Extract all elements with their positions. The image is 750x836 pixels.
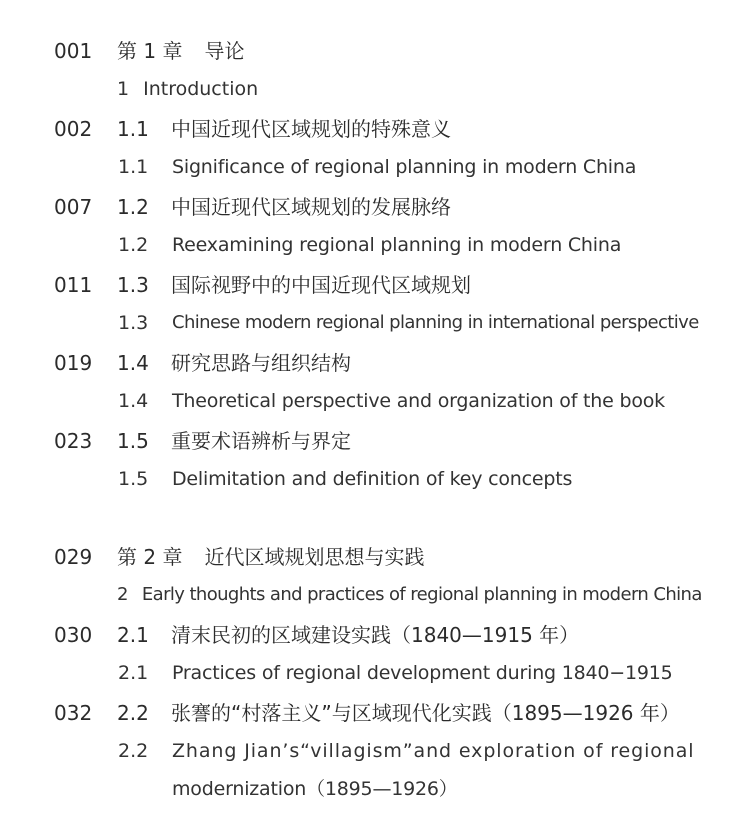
chapter-title-en: 2 Early thoughts and practices of regional planning in modern China: [117, 584, 702, 605]
page-number: 032: [54, 701, 93, 725]
section-number: 1.4: [117, 351, 149, 375]
section-number: 1.3: [117, 273, 149, 297]
page-number: 019: [54, 351, 93, 375]
section-title-en: Delimitation and definition of key concepts: [172, 468, 573, 490]
section-number-en: 2.2: [118, 740, 149, 762]
section-number: 1.1: [117, 117, 149, 141]
chapter-title-zh: 第 2 章 近代区域规划思想与实践: [117, 545, 425, 569]
section-title-zh: 张謇的“村落主义”与区域现代化实践（1895—1926 年）: [171, 701, 680, 725]
section-title-en: Significance of regional planning in modern China: [172, 156, 637, 178]
page-number: 029: [54, 545, 93, 569]
page-number: 001: [54, 39, 93, 63]
section-title-en: Reexamining regional planning in modern China: [172, 234, 622, 256]
section-title-en: Practices of regional development during 1840−1915: [172, 662, 673, 684]
section-number-en: 1.3: [118, 312, 149, 334]
section-number: 2.2: [117, 701, 149, 725]
page-number: 011: [54, 273, 93, 297]
page-number: 007: [54, 195, 93, 219]
section-title-zh: 研究思路与组织结构: [171, 351, 351, 375]
section-title-zh: 清末民初的区域建设实践（1840—1915 年）: [171, 623, 580, 647]
section-title-en: Chinese modern regional planning in international perspective: [172, 312, 699, 333]
section-title-en: Theoretical perspective and organization of the book: [172, 390, 665, 412]
section-title-en-line2: modernization（1895—1926）: [172, 778, 458, 800]
section-number-en: 1.4: [118, 390, 149, 412]
chapter-title-en: 1 Introduction: [117, 78, 259, 100]
section-title-zh: 中国近现代区域规划的发展脉络: [171, 195, 451, 219]
section-title-zh: 国际视野中的中国近现代区域规划: [171, 273, 471, 297]
page-number: 030: [54, 623, 93, 647]
page-number: 023: [54, 429, 93, 453]
section-number-en: 2.1: [118, 662, 149, 684]
chapter-title-zh: 第 1 章 导论: [117, 39, 245, 63]
section-number: 1.5: [117, 429, 149, 453]
section-number: 2.1: [117, 623, 149, 647]
page-number: 002: [54, 117, 93, 141]
section-number-en: 1.1: [118, 156, 149, 178]
section-number-en: 1.5: [118, 468, 149, 490]
section-title-zh: 中国近现代区域规划的特殊意义: [171, 117, 451, 141]
section-title-zh: 重要术语辨析与界定: [171, 429, 351, 453]
section-number: 1.2: [117, 195, 149, 219]
section-title-en: Zhang Jian’s“villagism”and exploration of regional: [172, 740, 695, 762]
section-number-en: 1.2: [118, 234, 149, 256]
